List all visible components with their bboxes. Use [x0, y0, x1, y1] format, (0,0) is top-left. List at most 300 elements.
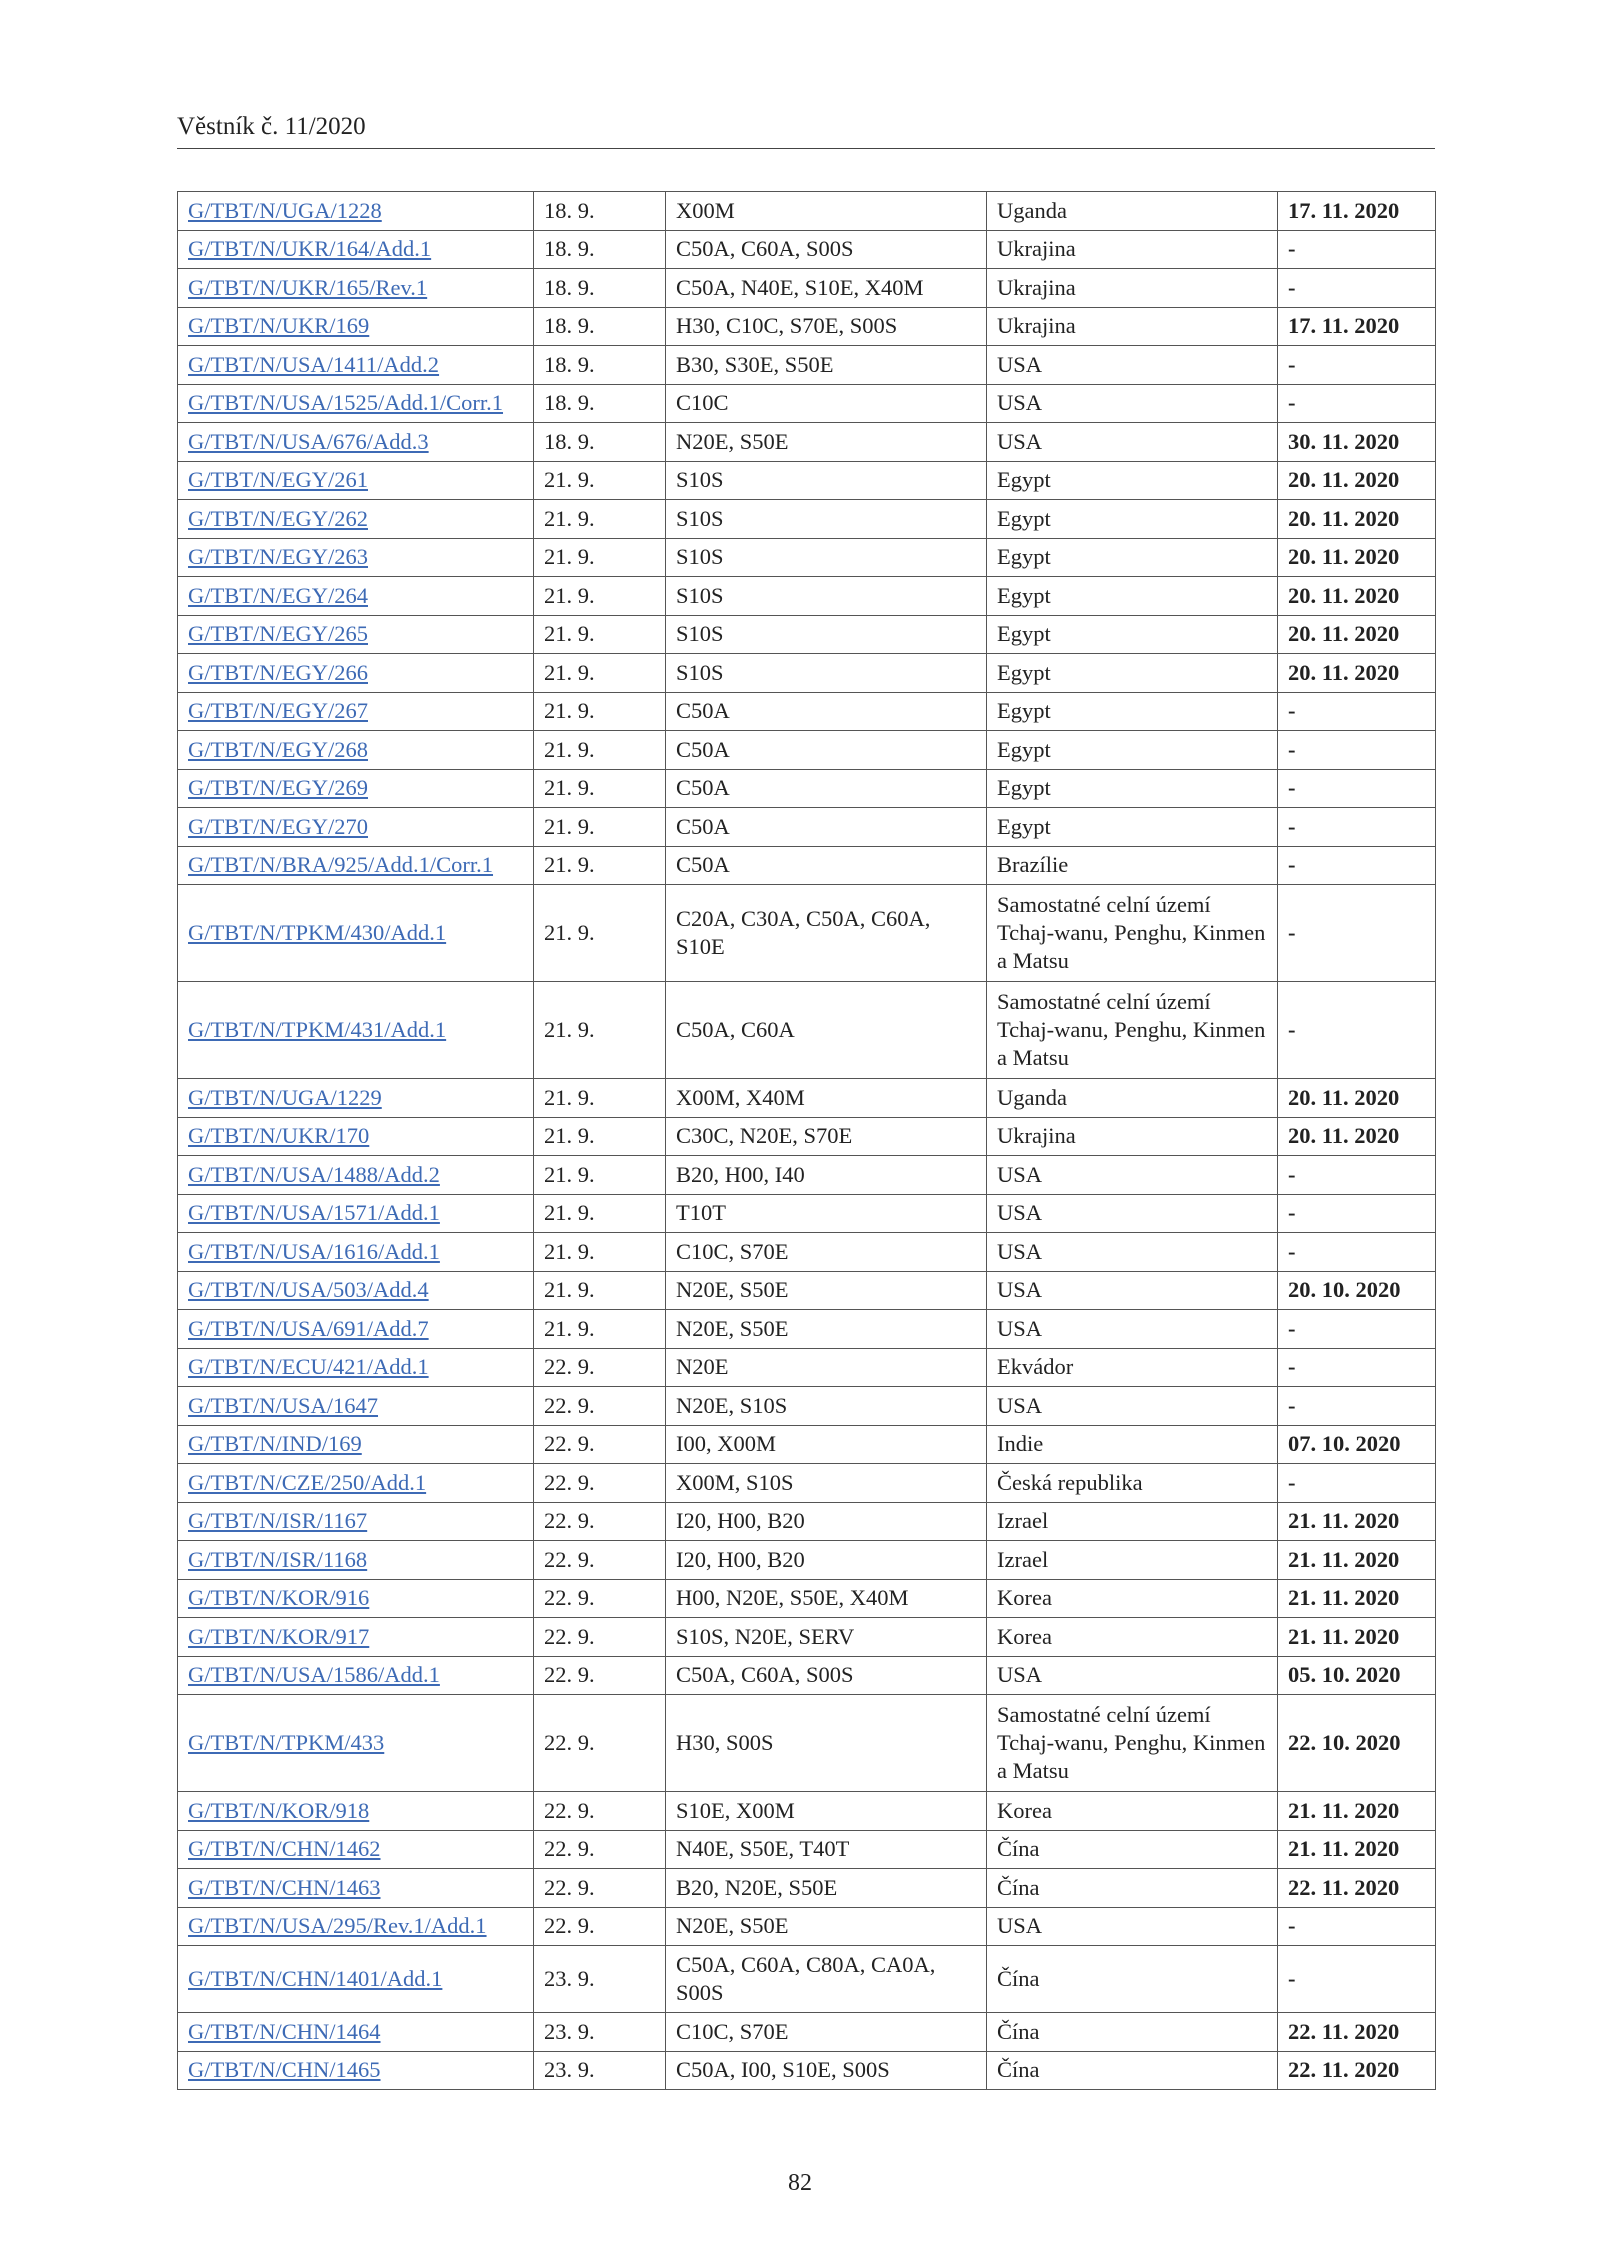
date-cell: 21. 9. [534, 461, 666, 500]
date-cell: 21. 9. [534, 1079, 666, 1118]
country-cell: Čína [987, 1830, 1278, 1869]
date-cell: 21. 9. [534, 1271, 666, 1310]
table-row [178, 1656, 1436, 1695]
notification-code-link[interactable]: G/TBT/N/EGY/267 [188, 698, 368, 724]
deadline-cell: 22. 10. 2020 [1278, 1695, 1436, 1792]
country-cell: USA [987, 1271, 1278, 1310]
deadline-cell: 17. 11. 2020 [1278, 307, 1436, 346]
country-cell: Brazílie [987, 846, 1278, 885]
table-row [178, 346, 1436, 385]
date-cell: 23. 9. [534, 1946, 666, 2013]
categories-cell: N20E, S50E [666, 423, 987, 462]
country-cell: USA [987, 1233, 1278, 1272]
notification-code-link[interactable]: G/TBT/N/EGY/269 [188, 775, 368, 801]
deadline-cell: 20. 11. 2020 [1278, 538, 1436, 577]
notification-code-link[interactable]: G/TBT/N/USA/1586/Add.1 [188, 1662, 440, 1688]
table-row [178, 1464, 1436, 1503]
deadline-cell: - [1278, 1310, 1436, 1349]
categories-cell: C10C, S70E [666, 1233, 987, 1272]
date-cell: 21. 9. [534, 1310, 666, 1349]
notification-code-link[interactable]: G/TBT/N/KOR/916 [188, 1585, 370, 1611]
deadline-cell: - [1278, 692, 1436, 731]
notification-code-link[interactable]: G/TBT/N/TPKM/431/Add.1 [188, 1017, 447, 1042]
table-row [178, 230, 1436, 269]
date-cell: 22. 9. [534, 1464, 666, 1503]
notification-code-link[interactable]: G/TBT/N/EGY/270 [188, 813, 368, 839]
notification-code-cell [178, 577, 534, 616]
deadline-cell: - [1278, 1387, 1436, 1426]
deadline-cell: 17. 11. 2020 [1278, 192, 1436, 231]
table-row [178, 1618, 1436, 1657]
country-cell: USA [987, 346, 1278, 385]
country-cell: Ukrajina [987, 230, 1278, 269]
table-row [178, 307, 1436, 346]
deadline-cell: 22. 11. 2020 [1278, 2051, 1436, 2090]
categories-cell: C30C, N20E, S70E [666, 1117, 987, 1156]
date-cell: 21. 9. [534, 1194, 666, 1233]
categories-cell: T10T [666, 1194, 987, 1233]
country-cell: Egypt [987, 808, 1278, 847]
categories-cell: C50A [666, 731, 987, 770]
notification-code-cell [178, 1079, 534, 1118]
notification-code-cell [178, 1946, 534, 2013]
notification-code-cell [178, 846, 534, 885]
notification-code-link[interactable]: G/TBT/N/ISR/1168 [188, 1546, 368, 1572]
notification-code-link[interactable]: G/TBT/N/UKR/170 [188, 1123, 370, 1149]
categories-cell: N40E, S50E, T40T [666, 1830, 987, 1869]
notification-code-link[interactable]: G/TBT/N/BRA/925/Add.1/Corr.1 [188, 852, 494, 878]
date-cell: 22. 9. [534, 1541, 666, 1580]
date-cell: 21. 9. [534, 577, 666, 616]
deadline-cell: - [1278, 1348, 1436, 1387]
notification-code-link[interactable]: G/TBT/N/EGY/264 [188, 582, 368, 608]
country-cell: Ukrajina [987, 307, 1278, 346]
categories-cell: C50A, C60A, S00S [666, 230, 987, 269]
date-cell: 21. 9. [534, 654, 666, 693]
notification-code-link[interactable]: G/TBT/N/USA/1616/Add.1 [188, 1238, 440, 1264]
country-cell: Uganda [987, 192, 1278, 231]
categories-cell: S10S [666, 538, 987, 577]
notification-code-cell [178, 1579, 534, 1618]
date-cell: 21. 9. [534, 1117, 666, 1156]
categories-cell: C50A [666, 692, 987, 731]
notification-code-cell [178, 1194, 534, 1233]
table-row [178, 577, 1436, 616]
country-cell: Čína [987, 2051, 1278, 2090]
date-cell: 18. 9. [534, 384, 666, 423]
date-cell: 21. 9. [534, 846, 666, 885]
notification-code-link[interactable]: G/TBT/N/EGY/265 [188, 621, 368, 647]
date-cell: 22. 9. [534, 1695, 666, 1792]
notification-code-cell [178, 192, 534, 231]
notification-code-link[interactable]: G/TBT/N/USA/691/Add.7 [188, 1315, 429, 1341]
date-cell: 23. 9. [534, 2051, 666, 2090]
deadline-cell: 22. 11. 2020 [1278, 2013, 1436, 2052]
notification-code-cell [178, 731, 534, 770]
notification-code-cell [178, 269, 534, 308]
deadline-cell: 20. 11. 2020 [1278, 500, 1436, 539]
country-cell: Korea [987, 1792, 1278, 1831]
date-cell: 22. 9. [534, 1387, 666, 1426]
date-cell: 21. 9. [534, 808, 666, 847]
deadline-cell: 20. 11. 2020 [1278, 577, 1436, 616]
notification-code-link[interactable]: G/TBT/N/UGA/1229 [188, 1084, 382, 1110]
country-cell: Ukrajina [987, 1117, 1278, 1156]
notification-code-cell [178, 692, 534, 731]
categories-cell: I00, X00M [666, 1425, 987, 1464]
table-row [178, 1310, 1436, 1349]
date-cell: 22. 9. [534, 1502, 666, 1541]
notification-code-cell [178, 500, 534, 539]
date-cell: 21. 9. [534, 500, 666, 539]
deadline-cell: - [1278, 846, 1436, 885]
date-cell: 22. 9. [534, 1792, 666, 1831]
deadline-cell: - [1278, 1194, 1436, 1233]
categories-cell: X00M, X40M [666, 1079, 987, 1118]
notification-code-cell [178, 769, 534, 808]
deadline-cell: 07. 10. 2020 [1278, 1425, 1436, 1464]
deadline-cell: - [1278, 769, 1436, 808]
date-cell: 21. 9. [534, 731, 666, 770]
deadline-cell: 21. 11. 2020 [1278, 1579, 1436, 1618]
deadline-cell: 21. 11. 2020 [1278, 1541, 1436, 1580]
categories-cell: H30, C10C, S70E, S00S [666, 307, 987, 346]
table-row [178, 1425, 1436, 1464]
date-cell: 18. 9. [534, 423, 666, 462]
table-row [178, 500, 1436, 539]
categories-cell: S10S [666, 577, 987, 616]
notification-code-link[interactable]: G/TBT/N/UKR/169 [188, 313, 370, 339]
table-row [178, 692, 1436, 731]
table-row [178, 1830, 1436, 1869]
country-cell: Egypt [987, 538, 1278, 577]
deadline-cell: - [1278, 982, 1436, 1079]
country-cell: Samostatné celní území Tchaj-wanu, Penghu, Kinmen a Matsu [987, 1695, 1278, 1792]
categories-cell: C50A [666, 808, 987, 847]
table-row [178, 1792, 1436, 1831]
table-row [178, 1156, 1436, 1195]
categories-cell: N20E, S50E [666, 1310, 987, 1349]
country-cell: USA [987, 1194, 1278, 1233]
notification-code-link[interactable]: G/TBT/N/USA/295/Rev.1/Add.1 [188, 1913, 487, 1939]
notification-code-link[interactable]: G/TBT/N/TPKM/433 [188, 1730, 385, 1755]
country-cell: USA [987, 1156, 1278, 1195]
date-cell: 21. 9. [534, 615, 666, 654]
categories-cell: S10S [666, 615, 987, 654]
country-cell: Egypt [987, 692, 1278, 731]
notification-code-cell [178, 1156, 534, 1195]
categories-cell: H30, S00S [666, 1695, 987, 1792]
notification-code-cell [178, 1233, 534, 1272]
notification-code-cell [178, 1541, 534, 1580]
country-cell: Egypt [987, 500, 1278, 539]
notification-code-link[interactable]: G/TBT/N/EGY/266 [188, 659, 368, 685]
deadline-cell: 20. 11. 2020 [1278, 654, 1436, 693]
country-cell: USA [987, 1387, 1278, 1426]
notification-code-link[interactable]: G/TBT/N/KOR/918 [188, 1797, 370, 1823]
notification-code-cell [178, 1792, 534, 1831]
table-row [178, 982, 1436, 1079]
notification-code-cell [178, 461, 534, 500]
categories-cell: N20E, S50E [666, 1907, 987, 1946]
notification-code-link[interactable]: G/TBT/N/ISR/1167 [188, 1508, 368, 1534]
categories-cell: S10S, N20E, SERV [666, 1618, 987, 1657]
deadline-cell: 20. 11. 2020 [1278, 615, 1436, 654]
categories-cell: C50A, C60A, S00S [666, 1656, 987, 1695]
notification-code-cell [178, 1464, 534, 1503]
date-cell: 22. 9. [534, 1348, 666, 1387]
notification-code-cell [178, 1502, 534, 1541]
country-cell: Izrael [987, 1541, 1278, 1580]
categories-cell: S10S [666, 500, 987, 539]
notification-code-link[interactable]: G/TBT/N/USA/1411/Add.2 [188, 351, 440, 377]
categories-cell: S10E, X00M [666, 1792, 987, 1831]
table-row [178, 1194, 1436, 1233]
date-cell: 21. 9. [534, 982, 666, 1079]
deadline-cell: 20. 11. 2020 [1278, 1079, 1436, 1118]
page-number: 82 [788, 2170, 812, 2196]
country-cell: USA [987, 1310, 1278, 1349]
table-row [178, 538, 1436, 577]
date-cell: 22. 9. [534, 1656, 666, 1695]
notification-code-cell [178, 1271, 534, 1310]
country-cell: USA [987, 1907, 1278, 1946]
deadline-cell: 21. 11. 2020 [1278, 1618, 1436, 1657]
country-cell: USA [987, 384, 1278, 423]
notification-code-link[interactable]: G/TBT/N/CZE/250/Add.1 [188, 1469, 427, 1495]
country-cell: Egypt [987, 731, 1278, 770]
notification-code-cell [178, 615, 534, 654]
notification-code-link[interactable]: G/TBT/N/CHN/1464 [188, 2018, 381, 2044]
country-cell: Izrael [987, 1502, 1278, 1541]
categories-cell: X00M [666, 192, 987, 231]
date-cell: 21. 9. [534, 1156, 666, 1195]
table-row [178, 1502, 1436, 1541]
notification-code-cell [178, 1348, 534, 1387]
country-cell: Ukrajina [987, 269, 1278, 308]
table-row [178, 1541, 1436, 1580]
notification-code-link[interactable]: G/TBT/N/TPKM/430/Add.1 [188, 920, 447, 945]
page-header [177, 112, 1435, 149]
notification-code-link[interactable]: G/TBT/N/USA/503/Add.4 [188, 1277, 429, 1303]
table-row [178, 808, 1436, 847]
bulletin-title: Věstník č. 11/2020 [177, 113, 366, 140]
table-row [178, 1695, 1436, 1792]
notification-code-cell [178, 1656, 534, 1695]
notification-code-cell [178, 307, 534, 346]
notification-code-link[interactable]: G/TBT/N/ECU/421/Add.1 [188, 1354, 429, 1380]
categories-cell: C10C [666, 384, 987, 423]
notification-code-link[interactable]: G/TBT/N/UKR/164/Add.1 [188, 236, 432, 262]
date-cell: 22. 9. [534, 1579, 666, 1618]
notification-code-link[interactable]: G/TBT/N/CHN/1462 [188, 1836, 381, 1862]
categories-cell: C50A, C60A, C80A, CA0A, S00S [666, 1946, 987, 2013]
date-cell: 18. 9. [534, 230, 666, 269]
deadline-cell: - [1278, 1946, 1436, 2013]
notification-code-link[interactable]: G/TBT/N/UKR/165/Rev.1 [188, 274, 428, 300]
deadline-cell: - [1278, 1907, 1436, 1946]
notification-code-cell [178, 885, 534, 982]
notification-code-cell [178, 346, 534, 385]
date-cell: 18. 9. [534, 307, 666, 346]
table-row [178, 654, 1436, 693]
deadline-cell: - [1278, 346, 1436, 385]
country-cell: USA [987, 423, 1278, 462]
categories-cell: H00, N20E, S50E, X40M [666, 1579, 987, 1618]
categories-cell: C10C, S70E [666, 2013, 987, 2052]
deadline-cell: 22. 11. 2020 [1278, 1869, 1436, 1908]
table-row [178, 423, 1436, 462]
country-cell: USA [987, 1656, 1278, 1695]
country-cell: Samostatné celní území Tchaj-wanu, Penghu, Kinmen a Matsu [987, 885, 1278, 982]
date-cell: 23. 9. [534, 2013, 666, 2052]
country-cell: Egypt [987, 461, 1278, 500]
deadline-cell: - [1278, 1156, 1436, 1195]
deadline-cell: 20. 10. 2020 [1278, 1271, 1436, 1310]
categories-cell: X00M, S10S [666, 1464, 987, 1503]
country-cell: Korea [987, 1618, 1278, 1657]
notification-code-cell [178, 1618, 534, 1657]
notification-code-cell [178, 1830, 534, 1869]
notification-code-link[interactable]: G/TBT/N/USA/1525/Add.1/Corr.1 [188, 390, 504, 416]
table-row [178, 1869, 1436, 1908]
deadline-cell: - [1278, 731, 1436, 770]
categories-cell: B30, S30E, S50E [666, 346, 987, 385]
notification-code-link[interactable]: G/TBT/N/CHN/1463 [188, 1874, 381, 1900]
notification-code-link[interactable]: G/TBT/N/CHN/1465 [188, 2057, 381, 2083]
date-cell: 18. 9. [534, 269, 666, 308]
categories-cell: N20E, S50E [666, 1271, 987, 1310]
categories-cell: B20, N20E, S50E [666, 1869, 987, 1908]
notification-code-cell [178, 2013, 534, 2052]
table-row [178, 1079, 1436, 1118]
deadline-cell: 20. 11. 2020 [1278, 461, 1436, 500]
categories-cell: C50A [666, 846, 987, 885]
notification-code-cell [178, 1869, 534, 1908]
notification-code-cell [178, 384, 534, 423]
table-row [178, 769, 1436, 808]
categories-cell: C50A [666, 769, 987, 808]
table-row [178, 1348, 1436, 1387]
date-cell: 21. 9. [534, 692, 666, 731]
notification-code-link[interactable]: G/TBT/N/USA/1571/Add.1 [188, 1200, 440, 1226]
country-cell: Egypt [987, 615, 1278, 654]
deadline-cell: - [1278, 885, 1436, 982]
date-cell: 22. 9. [534, 1425, 666, 1464]
country-cell: Čína [987, 2013, 1278, 2052]
date-cell: 21. 9. [534, 1233, 666, 1272]
deadline-cell: - [1278, 269, 1436, 308]
country-cell: Samostatné celní území Tchaj-wanu, Penghu, Kinmen a Matsu [987, 982, 1278, 1079]
notification-code-link[interactable]: G/TBT/N/UGA/1228 [188, 197, 382, 223]
country-cell: Česká republika [987, 1464, 1278, 1503]
categories-cell: S10S [666, 461, 987, 500]
deadline-cell: - [1278, 230, 1436, 269]
notification-code-cell [178, 1425, 534, 1464]
country-cell: Čína [987, 1946, 1278, 2013]
categories-cell: C50A, I00, S10E, S00S [666, 2051, 987, 2090]
country-cell: Egypt [987, 654, 1278, 693]
country-cell: Čína [987, 1869, 1278, 1908]
deadline-cell: - [1278, 1233, 1436, 1272]
notification-code-cell [178, 230, 534, 269]
notification-code-link[interactable]: G/TBT/N/IND/169 [188, 1431, 362, 1457]
notification-code-link[interactable]: G/TBT/N/KOR/917 [188, 1623, 370, 1649]
categories-cell: B20, H00, I40 [666, 1156, 987, 1195]
deadline-cell: 21. 11. 2020 [1278, 1830, 1436, 1869]
table-row [178, 731, 1436, 770]
notification-code-link[interactable]: G/TBT/N/EGY/268 [188, 736, 368, 762]
categories-cell: N20E [666, 1348, 987, 1387]
table-row [178, 269, 1436, 308]
notification-code-cell [178, 1695, 534, 1792]
table-row [178, 1907, 1436, 1946]
deadline-cell: 21. 11. 2020 [1278, 1792, 1436, 1831]
deadline-cell: - [1278, 384, 1436, 423]
deadline-cell: - [1278, 808, 1436, 847]
categories-cell: I20, H00, B20 [666, 1502, 987, 1541]
date-cell: 22. 9. [534, 1830, 666, 1869]
deadline-cell: - [1278, 1464, 1436, 1503]
categories-cell: S10S [666, 654, 987, 693]
notification-code-link[interactable]: G/TBT/N/USA/1488/Add.2 [188, 1161, 440, 1187]
notification-code-cell [178, 423, 534, 462]
table-row [178, 192, 1436, 231]
categories-cell: C50A, C60A [666, 982, 987, 1079]
notification-code-cell [178, 808, 534, 847]
table-row [178, 1579, 1436, 1618]
table-row [178, 846, 1436, 885]
country-cell: Korea [987, 1579, 1278, 1618]
date-cell: 21. 9. [534, 538, 666, 577]
table-row [178, 1271, 1436, 1310]
table-row [178, 1233, 1436, 1272]
notification-code-link[interactable]: G/TBT/N/CHN/1401/Add.1 [188, 1966, 443, 1991]
notifications-table [177, 191, 1436, 2090]
table-row [178, 461, 1436, 500]
notification-code-cell [178, 654, 534, 693]
country-cell: Ekvádor [987, 1348, 1278, 1387]
notifications-table-body [178, 192, 1436, 2090]
date-cell: 18. 9. [534, 346, 666, 385]
deadline-cell: 20. 11. 2020 [1278, 1117, 1436, 1156]
table-row [178, 1117, 1436, 1156]
categories-cell: N20E, S10S [666, 1387, 987, 1426]
table-row [178, 2051, 1436, 2090]
country-cell: Indie [987, 1425, 1278, 1464]
country-cell: Uganda [987, 1079, 1278, 1118]
table-row [178, 384, 1436, 423]
notification-code-cell [178, 1907, 534, 1946]
notification-code-link[interactable]: G/TBT/N/USA/1647 [188, 1392, 379, 1418]
country-cell: Egypt [987, 769, 1278, 808]
notification-code-link[interactable]: G/TBT/N/EGY/261 [188, 467, 368, 493]
notification-code-cell [178, 1117, 534, 1156]
notification-code-cell [178, 1387, 534, 1426]
notification-code-cell [178, 538, 534, 577]
table-row [178, 1387, 1436, 1426]
notification-code-link[interactable]: G/TBT/N/USA/676/Add.3 [188, 428, 429, 454]
categories-cell: I20, H00, B20 [666, 1541, 987, 1580]
table-row [178, 615, 1436, 654]
notification-code-cell [178, 2051, 534, 2090]
notification-code-link[interactable]: G/TBT/N/EGY/262 [188, 505, 368, 531]
date-cell: 18. 9. [534, 192, 666, 231]
deadline-cell: 21. 11. 2020 [1278, 1502, 1436, 1541]
notification-code-link[interactable]: G/TBT/N/EGY/263 [188, 544, 368, 570]
date-cell: 22. 9. [534, 1869, 666, 1908]
date-cell: 22. 9. [534, 1618, 666, 1657]
